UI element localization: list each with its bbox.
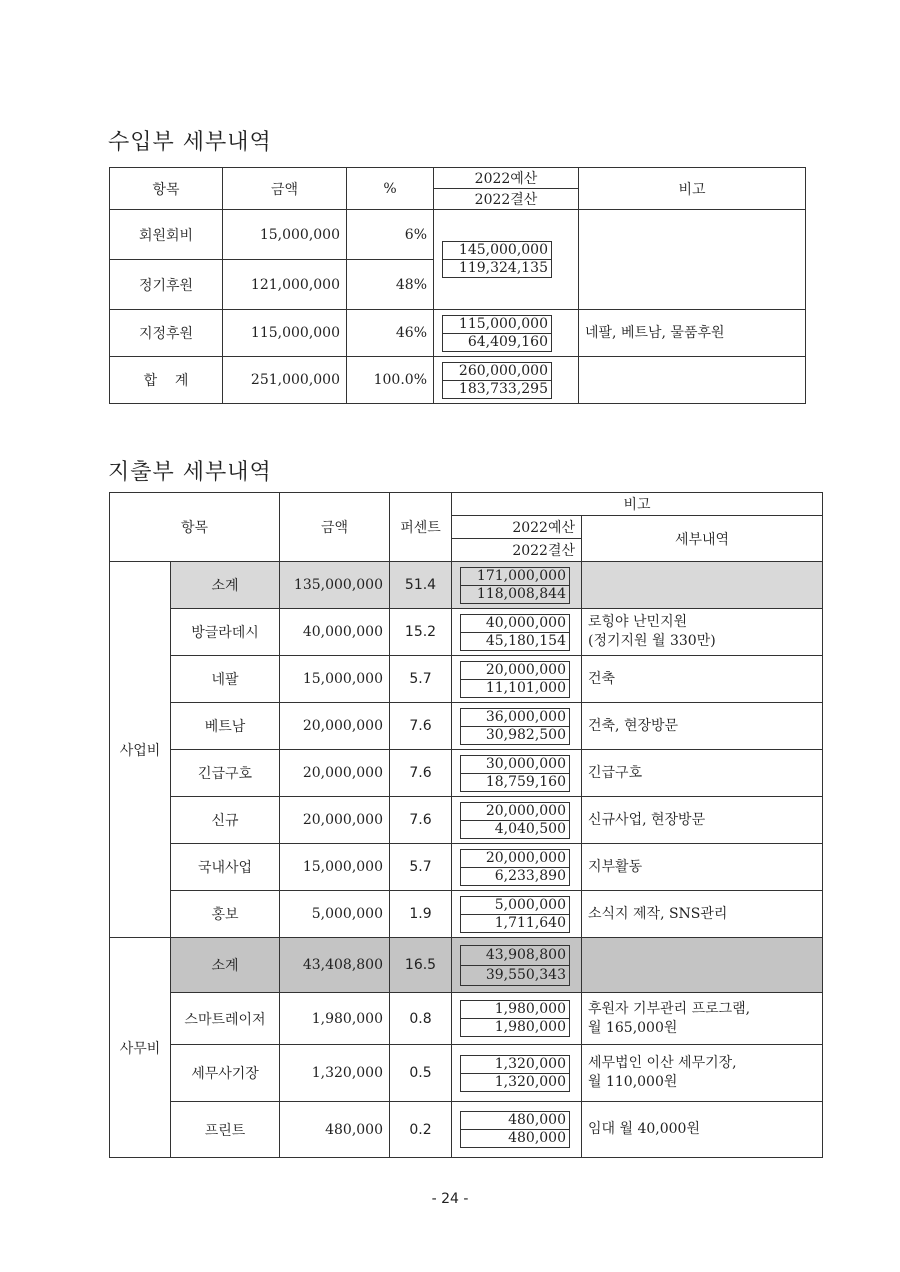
income-note: 네팔, 베트남, 물품후원 [579, 310, 806, 357]
result-value: 1,320,000 [460, 1073, 570, 1092]
table-row [110, 891, 823, 938]
expense-amount: 15,000,000 [280, 656, 390, 703]
expense-item: 프린트 [171, 1102, 280, 1158]
table-row [110, 844, 823, 891]
result-value: 480,000 [460, 1129, 570, 1148]
expense-item: 베트남 [171, 703, 280, 750]
income-amount: 15,000,000 [223, 210, 347, 260]
expense-detail: 지부활동 [582, 844, 823, 891]
expense-header-detail: 세부내역 [582, 516, 823, 562]
expense-amount: 15,000,000 [280, 844, 390, 891]
expense-detail: 임대 월 40,000원 [582, 1102, 823, 1158]
expense-budget-result [452, 562, 582, 609]
expense-item: 방글라데시 [171, 609, 280, 656]
expense-item: 소계 [171, 562, 280, 609]
budget-value: 20,000,000 [460, 802, 570, 820]
expense-title: 지출부 세부내역 [108, 460, 272, 485]
income-percent: 46% [347, 310, 434, 357]
result-value: 1,711,640 [460, 914, 570, 933]
expense-budget-result [452, 993, 582, 1045]
expense-item: 네팔 [171, 656, 280, 703]
result-value: 39,550,343 [460, 965, 570, 986]
expense-header-budget: 2022예산 [452, 516, 582, 539]
table-row [110, 1045, 823, 1102]
budget-value: 43,908,800 [460, 945, 570, 965]
income-header-budget: 2022예산 [434, 168, 579, 189]
income-budget-result [434, 310, 579, 357]
expense-percent: 0.2 [390, 1102, 452, 1158]
expense-percent: 15.2 [390, 609, 452, 656]
expense-item: 긴급구호 [171, 750, 280, 797]
budget-value: 171,000,000 [460, 567, 570, 585]
expense-detail: 긴급구호 [582, 750, 823, 797]
result-value: 183,733,295 [442, 380, 552, 399]
expense-detail: 소식지 제작, SNS관리 [582, 891, 823, 938]
expense-detail [582, 562, 823, 609]
expense-detail: 로힝야 난민지원 (정기지원 월 330만) [582, 609, 823, 656]
expense-header-result: 2022결산 [452, 539, 582, 562]
table-row [110, 310, 806, 357]
expense-item: 스마트레이저 [171, 993, 280, 1045]
income-item: 정기후원 [110, 260, 223, 310]
income-header-amount: 금액 [223, 168, 347, 210]
expense-table [109, 492, 823, 1158]
result-value: 18,759,160 [460, 773, 570, 792]
expense-amount: 5,000,000 [280, 891, 390, 938]
expense-percent: 51.4 [390, 562, 452, 609]
income-percent: 48% [347, 260, 434, 310]
expense-header-item: 항목 [110, 493, 280, 562]
budget-value: 40,000,000 [460, 614, 570, 632]
table-row [110, 797, 823, 844]
result-value: 64,409,160 [442, 333, 552, 352]
expense-detail: 세무법인 이산 세무기장, 월 110,000원 [582, 1045, 823, 1102]
expense-item: 소계 [171, 938, 280, 993]
income-percent: 6% [347, 210, 434, 260]
expense-budget-result [452, 797, 582, 844]
result-value: 30,982,500 [460, 726, 570, 745]
expense-budget-result [452, 609, 582, 656]
expense-detail: 후원자 기부관리 프로그램, 월 165,000원 [582, 993, 823, 1045]
expense-amount: 20,000,000 [280, 797, 390, 844]
table-row [110, 750, 823, 797]
budget-value: 30,000,000 [460, 755, 570, 773]
income-header-result: 2022결산 [434, 189, 579, 210]
expense-detail: 건축 [582, 656, 823, 703]
budget-value: 1,980,000 [460, 1000, 570, 1018]
expense-amount: 480,000 [280, 1102, 390, 1158]
expense-amount: 135,000,000 [280, 562, 390, 609]
income-amount: 115,000,000 [223, 310, 347, 357]
income-note [579, 357, 806, 404]
expense-percent: 0.8 [390, 993, 452, 1045]
budget-value: 5,000,000 [460, 896, 570, 914]
budget-value: 480,000 [460, 1111, 570, 1129]
table-row [110, 656, 823, 703]
expense-item: 신규 [171, 797, 280, 844]
income-item: 회원회비 [110, 210, 223, 260]
expense-budget-result [452, 938, 582, 993]
expense-header-row [110, 493, 823, 516]
budget-value: 36,000,000 [460, 708, 570, 726]
page-number: - 24 - [431, 1191, 469, 1207]
result-value: 119,324,135 [442, 259, 552, 278]
income-table [109, 167, 806, 404]
expense-header-note: 비고 [452, 493, 823, 516]
expense-item: 국내사업 [171, 844, 280, 891]
table-row [110, 562, 823, 609]
income-amount: 251,000,000 [223, 357, 347, 404]
expense-item: 홍보 [171, 891, 280, 938]
income-header-item: 항목 [110, 168, 223, 210]
expense-amount: 40,000,000 [280, 609, 390, 656]
expense-amount: 20,000,000 [280, 750, 390, 797]
expense-budget-result [452, 1102, 582, 1158]
result-value: 1,980,000 [460, 1018, 570, 1037]
expense-detail: 신규사업, 현장방문 [582, 797, 823, 844]
expense-amount: 1,980,000 [280, 993, 390, 1045]
result-value: 118,008,844 [460, 585, 570, 604]
group-label: 사무비 [110, 938, 171, 1158]
expense-amount: 20,000,000 [280, 703, 390, 750]
income-percent: 100.0% [347, 357, 434, 404]
income-amount: 121,000,000 [223, 260, 347, 310]
group-label: 사업비 [110, 562, 171, 938]
expense-amount: 43,408,800 [280, 938, 390, 993]
income-header-percent: % [347, 168, 434, 210]
expense-percent: 16.5 [390, 938, 452, 993]
budget-value: 1,320,000 [460, 1055, 570, 1073]
expense-detail [582, 938, 823, 993]
expense-item: 세무사기장 [171, 1045, 280, 1102]
expense-budget-result [452, 703, 582, 750]
expense-budget-result [452, 1045, 582, 1102]
expense-budget-result [452, 656, 582, 703]
table-row [110, 609, 823, 656]
expense-budget-result [452, 844, 582, 891]
expense-amount: 1,320,000 [280, 1045, 390, 1102]
budget-value: 115,000,000 [442, 315, 552, 333]
income-header-row [110, 168, 806, 189]
table-row [110, 210, 806, 260]
result-value: 6,233,890 [460, 867, 570, 886]
expense-percent: 7.6 [390, 797, 452, 844]
expense-percent: 0.5 [390, 1045, 452, 1102]
expense-header-amount: 금액 [280, 493, 390, 562]
table-row [110, 703, 823, 750]
income-budget-result [434, 357, 579, 404]
income-merged-budget-result [434, 210, 579, 310]
table-row [110, 993, 823, 1045]
expense-percent: 7.6 [390, 703, 452, 750]
income-note [579, 210, 806, 310]
expense-percent: 5.7 [390, 656, 452, 703]
expense-percent: 5.7 [390, 844, 452, 891]
expense-detail: 건축, 현장방문 [582, 703, 823, 750]
budget-value: 20,000,000 [460, 849, 570, 867]
expense-percent: 1.9 [390, 891, 452, 938]
expense-budget-result [452, 750, 582, 797]
budget-value: 20,000,000 [460, 661, 570, 679]
income-item: 합 계 [110, 357, 223, 404]
result-value: 11,101,000 [460, 679, 570, 698]
budget-value: 260,000,000 [442, 362, 552, 380]
expense-budget-result [452, 891, 582, 938]
result-value: 4,040,500 [460, 820, 570, 839]
budget-value: 145,000,000 [442, 241, 552, 259]
income-title: 수입부 세부내역 [108, 130, 272, 155]
table-row [110, 357, 806, 404]
income-header-note: 비고 [579, 168, 806, 210]
table-row [110, 1102, 823, 1158]
expense-header-percent: 퍼센트 [390, 493, 452, 562]
table-row [110, 938, 823, 993]
result-value: 45,180,154 [460, 632, 570, 651]
expense-percent: 7.6 [390, 750, 452, 797]
income-item: 지정후원 [110, 310, 223, 357]
